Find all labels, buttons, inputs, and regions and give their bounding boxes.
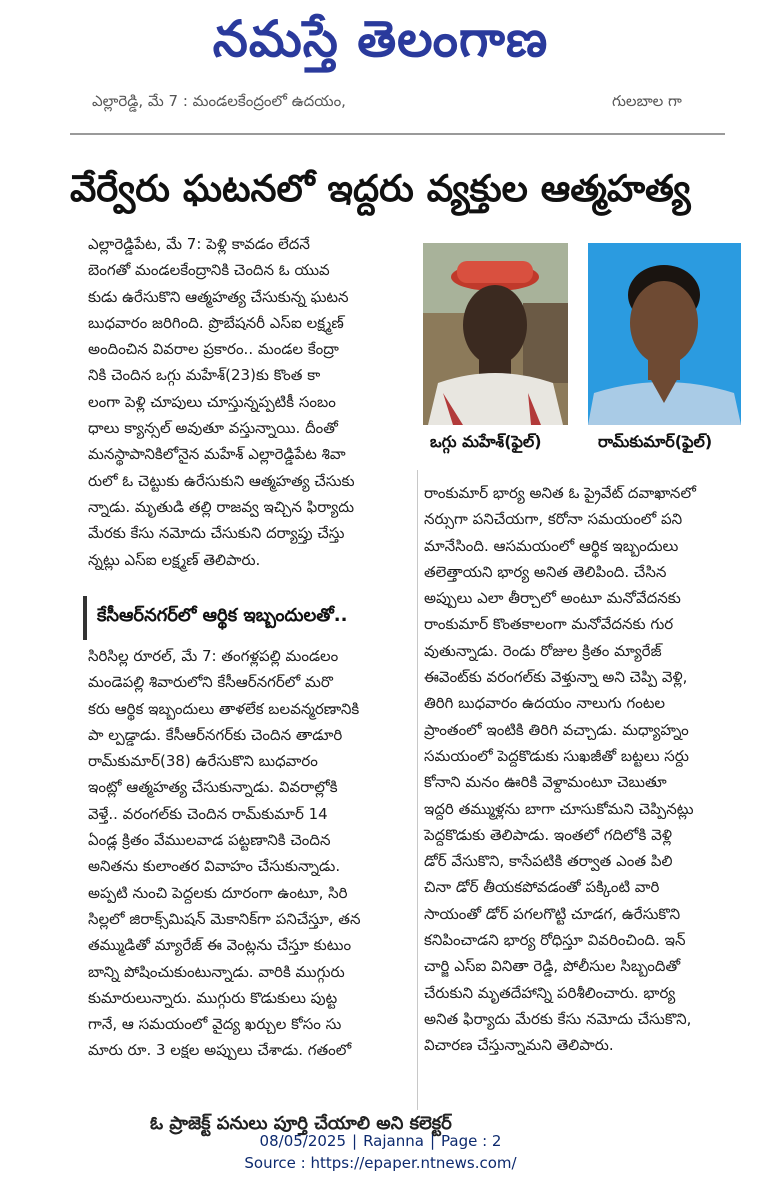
footer-date: 08/05/2025 xyxy=(259,1132,347,1150)
text-line: విచారణ చేస్తున్నామని తెలిపారు. xyxy=(424,1036,614,1055)
text-line: రాంకుమార్ కొంతకాలంగా మనోవేదనకు గుర xyxy=(424,615,674,634)
text-line: ఇంట్లో ఆత్మహత్య చేసుకున్నాడు. వివరాల్లోకి xyxy=(88,778,338,797)
subheading: కేసీఆర్‌నగర్‌లో ఆర్థిక ఇబ్బందులతో.. xyxy=(97,605,348,626)
person-photo-icon xyxy=(423,243,568,425)
text-line: వెళ్తే.. వరంగల్‌కు చెందిన రామ్‌కుమార్ 14 xyxy=(88,804,328,823)
text-line: మనస్థాపానికిలోనైన మహేశ్ ఎల్లారెడ్డిపేట శివా xyxy=(88,445,346,464)
text-line: సిల్లలో జిరాక్స్‌మిషన్ మెకానిక్‌గా పనిచేస్తూ, తన xyxy=(88,909,361,928)
text-line: రాంకుమార్ భార్య అనిత ఓ ప్రైవేట్ దవాఖానలో xyxy=(424,484,696,502)
text-line: తిరిగి బుధవారం ఉదయం నాలుగు గంటల xyxy=(424,694,666,713)
text-line: గానే, ఆ సమయంలో వైద్య ఖర్చుల కోసం సు xyxy=(88,1015,342,1034)
article-column-left-bottom xyxy=(88,643,413,1064)
subheading-marker xyxy=(83,596,87,640)
text-line: అనిత ఫిర్యాదు మేరకు కేసు నమోదు చేసుకొని, xyxy=(424,1009,692,1028)
text-line: చేరుకుని మృతదేహాన్ని పరిశీలించారు. భార్య xyxy=(424,983,676,1002)
text-line: సాయంతో డోర్ పగలగొట్టి చూడగ, ఉరేసుకొని xyxy=(424,904,681,923)
footer-meta: 08/05/2025 | Rajanna | Page : 2 xyxy=(259,1132,502,1150)
text-line: అనితను కులాంతర వివాహం చేసుకున్నాడు. xyxy=(88,857,341,876)
text-line: బెంగతో మండలకేంద్రానికి చెందిన ఓ యువ xyxy=(88,261,330,280)
text-line: నర్సుగా పనిచేయగా, కరోనా సమయంలో పని xyxy=(424,510,683,529)
text-line: నికి చెందిన ఒగ్గు మహేశ్(23)కు కొంత కా xyxy=(88,366,321,385)
text-line: రులో ఓ చెట్టుకు ఉరేసుకుని ఆత్మహత్య చేసుకు xyxy=(88,471,355,490)
divider xyxy=(70,133,725,135)
text-line: చినా డోర్ తీయకపోవడంతో పక్కింటి వారి xyxy=(424,878,660,897)
text-line: కనిపించాడని భార్య రోధిస్తూ వివరించింది. ఇన్ xyxy=(424,931,686,950)
text-line: చార్జి ఎస్ఐ వినితా రెడ్డి, పోలీసుల సిబ్బందితో xyxy=(424,957,681,976)
text-line: ఈవెంట్‌కు వరంగల్‌కు వెళ్తున్నా అని చెప్పి వెళ్లి, xyxy=(424,668,688,687)
footer-edition: Rajanna xyxy=(363,1132,424,1150)
text-line: తలెత్తాయని భార్య అనిత తెలిపింది. చేసిన xyxy=(424,562,667,581)
subheading-block xyxy=(83,596,416,640)
text-line: లంగా పెళ్లి చూపులు చూస్తున్నప్పటికీ సంబం xyxy=(88,392,336,411)
footer-page: Page : 2 xyxy=(441,1132,502,1150)
article-column-right xyxy=(424,480,749,1059)
text-line: వుతున్నాడు. రెండు రోజుల క్రితం మ్యారేజ్ xyxy=(424,641,662,660)
text-line: రామ్‌కుమార్(38) ఉరేసుకొని బుధవారం xyxy=(88,752,318,771)
text-line: పా ల్పడ్డాడు. కేసీఆర్‌నగర్‌కు చెందిన తాడూరి xyxy=(88,725,343,744)
photo-caption: ఒగ్గు మహేశ్(ఫైల్) xyxy=(430,432,542,451)
photo-ram-kumar xyxy=(588,243,741,425)
column-divider xyxy=(417,470,418,1110)
text-line: సిరిసిల్ల రూరల్, మే 7: తంగళ్లపల్లి మండలం xyxy=(88,647,339,665)
person-photo-icon xyxy=(588,243,741,425)
text-line: సమయంలో పెద్దకొడుకు సుఖజీతో బట్టలు సర్దు xyxy=(424,746,689,765)
text-line: తమ్ముడితో మ్యారేజ్ ఈ వెంట్లను చేస్తూ కుటుం xyxy=(88,936,352,955)
text-line: కుడు ఉరేసుకొని ఆత్మహత్య చేసుకున్న ఘటన xyxy=(88,287,349,306)
text-line: బాన్ని పోషించుకుంటున్నాడు. వారికి ముగ్గురు xyxy=(88,962,345,981)
text-line: మారు రూ. 3 లక్షల అప్పులు చేశాడు. గతంలో xyxy=(88,1041,352,1060)
text-line: అప్పటి నుంచి పెద్దలకు దూరంగా ఉంటూ, సిరి xyxy=(88,883,348,902)
text-line: న్నాడు. మృతుడి తల్లి రాజవ్వ ఇచ్చిన ఫిర్యాదు xyxy=(88,497,355,516)
text-line: ఇద్దరి తమ్ముళ్లను బాగా చూసుకోమని చెప్పినట్లు xyxy=(424,799,694,818)
footer-source: Source : https://epaper.ntnews.com/ xyxy=(244,1154,517,1172)
text-line: అప్పులు ఎలా తీర్చాలో అంటూ మనోవేదనకు xyxy=(424,589,681,608)
article-headline: వేర్వేరు ఘటనలో ఇద్దరు వ్యక్తుల ఆత్మహత్య xyxy=(70,167,691,210)
text-line: బుధవారం జరిగింది. ప్రొబేషనరీ ఎస్ఐ లక్ష్మణ్ xyxy=(88,313,344,332)
previous-article-cut-text-right: గులబాల గా xyxy=(612,92,682,110)
article-column-left-top xyxy=(88,231,413,573)
text-line: ఏండ్ల క్రితం వేములవాడ పట్టణానికి చెందిన xyxy=(88,831,331,850)
previous-article-cut-text: ఎల్లారెడ్డి, మే 7 : మండలకేంద్రంలో ఉదయం, xyxy=(92,92,346,110)
text-line: మానేసింది. ఆసమయంలో ఆర్థిక ఇబ్బందులు xyxy=(424,536,679,555)
text-line: కరు ఆర్థిక ఇబ్బందులు తాళలేక బలవన్మరణానికి xyxy=(88,699,360,718)
photo-ogg-mahesh xyxy=(423,243,568,425)
newspaper-logo: నమస్తే తెలంగాణ xyxy=(212,10,549,68)
text-line: న్నట్లు ఎస్ఐ లక్ష్మణ్ తెలిపారు. xyxy=(88,550,261,569)
next-article-cut-text: ఓ ప్రాజెక్ట్ పనులు పూర్తి చేయాలి అని కలెక్టర్ xyxy=(150,1113,452,1134)
text-line: పెద్దకొడుకు తెలిపాడు. ఇంతలో గదిలోకి వెళ్లి xyxy=(424,825,672,844)
photo-caption: రామ్‌కుమార్(ఫైల్) xyxy=(598,432,713,451)
text-line: అందించిన వివరాల ప్రకారం.. మండల కేంద్రా xyxy=(88,340,339,359)
text-line: మేరకు కేసు నమోదు చేసుకుని దర్యాప్తు చేస్తు xyxy=(88,524,345,543)
text-line: ప్రాంతంలో ఇంటికి తిరిగి వచ్చాడు. మధ్యాహ్నం xyxy=(424,720,689,739)
text-line: కోనాని మనం ఊరికి వెళ్దామంటూ చెబుతూ xyxy=(424,773,667,792)
text-line: ఎల్లారెడ్డిపేట, మే 7: పెళ్లి కావడం లేదనే xyxy=(88,235,310,253)
text-line: డోర్ వేసుకొని, కాసేపటికి తర్వాత ఎంత పిలి xyxy=(424,852,673,871)
text-line: ధాలు క్యాన్సల్ అవుతూ వస్తున్నాయి. దీంతో xyxy=(88,419,338,438)
text-line: మండెపల్లి శివారులోని కేసీఆర్‌నగర్‌లో మరొ xyxy=(88,673,333,692)
masthead xyxy=(0,0,761,80)
text-line: కుమారులున్నారు. ముగ్గురు కొడుకులు పుట్ట xyxy=(88,988,338,1007)
